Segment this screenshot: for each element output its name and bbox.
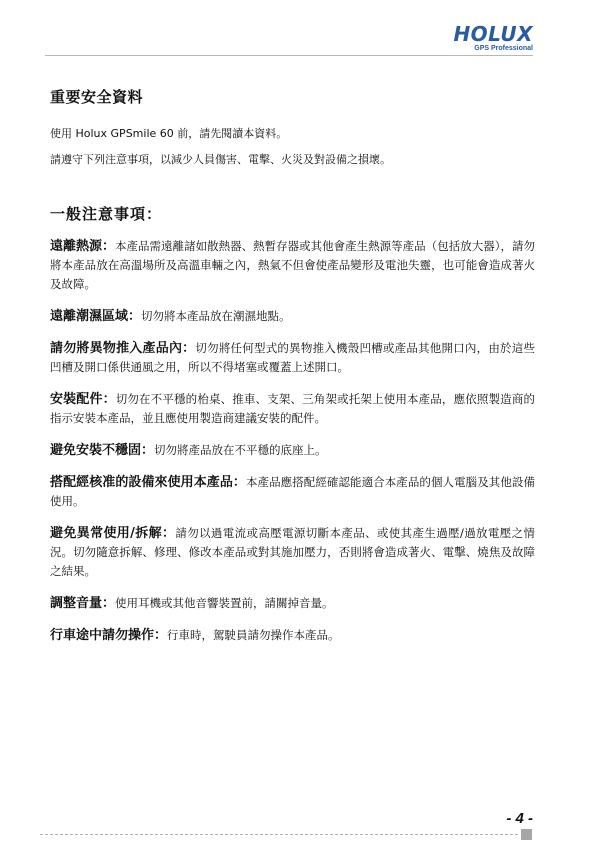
holux-logo — [453, 24, 533, 52]
safety-item-title: 遠離潮濕區域： — [50, 309, 142, 324]
safety-item-text: 切勿將本產品放在潮濕地點。 — [141, 309, 291, 323]
safety-item-text: 行車時，駕駛員請勿操作本產品。 — [167, 628, 340, 642]
safety-item-humidity — [50, 307, 535, 326]
footer-divider — [40, 834, 518, 835]
safety-item-unstable-mount — [50, 441, 535, 460]
header-divider — [45, 55, 533, 56]
safety-item-text: 請勿以過電流或高壓電源切斷本產品、或使其產生過壓/過放電壓之情況。切勿隨意拆解、修理、修改本產品或對其施加壓力，否則將會造成著火、電擊、燒焦及故障之結果。 — [50, 526, 535, 578]
safety-item-text: 切勿將產品放在不平穩的底座上。 — [154, 443, 327, 457]
section-title: 一般注意事項： — [50, 205, 163, 223]
safety-item-accessories — [50, 390, 535, 428]
safety-item-title: 安裝配件： — [50, 392, 116, 407]
logo-subtext: GPS Professional — [474, 45, 533, 52]
safety-item-text: 切勿在不平穩的枱桌、推車、支架、三角架或托架上使用本產品，應依照製造商的指示安裝本產品，並且應使用製造商建議安裝的配件。 — [50, 392, 535, 425]
safety-item-heat — [50, 237, 535, 294]
safety-item-text: 切勿將任何型式的異物推入機殼凹槽或產品其他開口內，由於這些凹槽及開口係供通風之用，所以不得堵塞或覆蓋上述開口。 — [50, 341, 535, 374]
intro-paragraph: 請遵守下列注意事項，以減少人員傷害、電擊、火災及對設備之損壞。 — [50, 153, 391, 166]
safety-item-title: 行車途中請勿操作： — [50, 628, 168, 643]
safety-item-text: 本產品應搭配經確認能適合本產品的個人電腦及其他設備使用。 — [50, 475, 535, 508]
page-number: - 4 - — [506, 810, 533, 827]
safety-item-title: 請勿將異物推入產品內： — [50, 341, 196, 356]
safety-item-foreign-objects — [50, 339, 535, 377]
document-body — [50, 86, 535, 658]
logo-text: HOLUX — [453, 22, 533, 46]
safety-item-driving — [50, 626, 535, 645]
safety-item-text: 使用耳機或其他音響裝置前，請關掉音量。 — [115, 596, 334, 610]
page-title: 重要安全資料 — [50, 88, 144, 106]
safety-item-title: 遠離熱源： — [50, 239, 116, 254]
safety-item-abnormal-use — [50, 524, 535, 581]
safety-item-approved-equipment — [50, 473, 535, 511]
safety-item-title: 避免安裝不穩固： — [50, 443, 155, 458]
safety-item-title: 調整音量： — [50, 596, 116, 611]
safety-item-text: 本產品需遠離諸如散熱器、熱暫存器或其他會產生熱源等產品（包括放大器），請勿將本產品放在高溫場所及高溫車輛之內，熱氣不但會使產品變形及電池失靈，也可能會造成著火及故障。 — [50, 239, 535, 291]
footer-corner-block — [521, 829, 532, 840]
safety-item-title: 搭配經核准的設備來使用本產品： — [50, 475, 246, 490]
intro-paragraph: 使用 Holux GPSmile 60 前，請先閱讀本資料。 — [50, 127, 288, 140]
safety-item-volume — [50, 594, 535, 613]
safety-item-title: 避免異常使用/拆解： — [50, 526, 176, 541]
